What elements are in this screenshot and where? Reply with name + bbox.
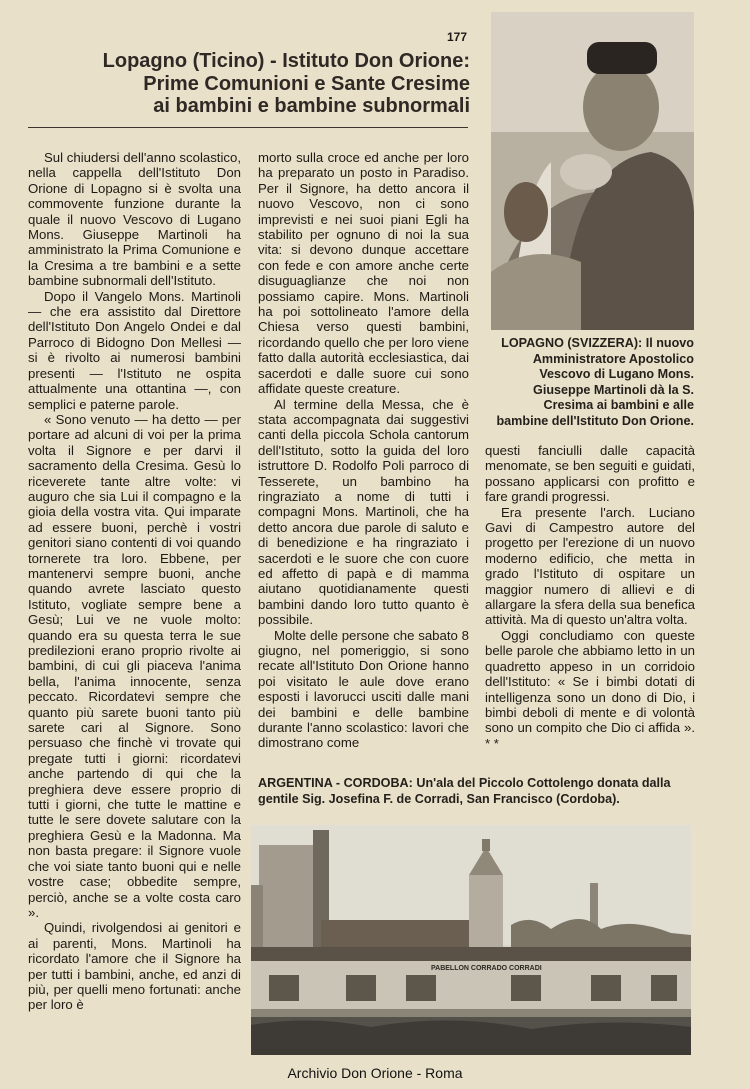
paragraph: Dopo il Vangelo Mons. Martinoli — che era assistito dal Direttore dell'Istituto Don Angelo Ondei e dal Parroco di Bidogno Don Mellesi — si è rivolto ai numerosi bambini presenti — l'Istituto ne ospita attualmente una ottantina —, con semplici e paterne parole. — [28, 288, 241, 412]
article-column-1 — [28, 150, 241, 1013]
paragraph: morto sulla croce ed anche per loro ha preparato un posto in Paradiso. Per il Signore, ha detto ancora il nuovo Vescovo, non ci sono imprevisti e nei suoi piani Egli ha stabilito per ognuno di noi la sua vita: si devono dunque accettare con fede e con amore anche certe disuguaglianze che noi non possiamo capire. Mons. Martinoli ha poi sottolineato l'amore della Chiesa verso questi bambini, ricordando quello che per loro viene fatto dalla autorità ecclesiastica, dai sacerdoti e dalle suore cui sono affidate queste creature. — [258, 150, 469, 397]
paragraph: Quindi, rivolgendosi ai genitori e ai parenti, Mons. Martinoli ha ricordato l'amore che il Signore ha per tutti i bambini, anche, ed anzi di più, per quelli meno fortunati: anche per loro è — [28, 920, 241, 1013]
confirmation-photo — [491, 12, 694, 330]
headline-line-2: Prime Comunioni e Sante Cresime — [143, 72, 470, 95]
paragraph: Oggi concludiamo con queste belle parole che abbiamo letto in un quadretto appeso in un corridoio dell'Istituto: « Se i bimbi dotati di intelligenza sono un dono di Dio, i bimbi deboli di mente e di volontà sono un compito che Dio ci affida ». * * — [485, 627, 695, 751]
photo-caption-lopagno: LOPAGNO (SVIZZERA): Il nuovo Amministratore Apostolico Vescovo di Lugano Mons. Giuseppe Martinoli dà la S. Cresima ai bambini e alle bambine dell'Istituto Don Orione. — [496, 336, 694, 428]
paragraph: Molte delle persone che sabato 8 giugno, nel pomeriggio, si sono recate all'Istituto Don Orione hanno poi visitato le aule dove erano esposti i lavorucci usciti dalle mani dei bambini e delle bambine durante l'anno scolastico: lavori che dimostrano come — [258, 627, 469, 751]
headline-divider — [28, 127, 468, 128]
article-column-2 — [258, 150, 469, 751]
building-sign-text: PABELLON CORRADO CORRADI — [431, 965, 542, 972]
paragraph: Al termine della Messa, che è stata accompagnata dai suggestivi canti della piccola Schola cantorum dell'Istituto, sotto la guida del loro istruttore D. Rodolfo Poli parroco di Tesserete, un bambino ha ringraziato a nome di tutti i compagni Mons. Martinoli, che ha detto ancora due parole di saluto e di benedizione e ha ringraziato i sacerdoti e le suore che con cuore ed affetto di papà e di mamma aiutano quotidianamente questi bambini dando loro tutto quanto è possibile. — [258, 396, 469, 628]
article-column-3 — [485, 443, 695, 751]
paragraph: Sul chiudersi dell'anno scolastico, nella cappella dell'Istituto Don Orione di Lopagno si è svolta una commovente funzione durante la quale il nuovo Vescovo di Lugano Mons. Giuseppe Martinoli ha amministrato la Prima Comunione e la Cresima a tre bambini e a sette bambine subnormali dell'Istituto. — [28, 150, 241, 289]
headline-line-3: ai bambini e bambine subnormali — [153, 95, 470, 117]
page-number: 177 — [447, 30, 468, 44]
confirmation-photo-illustration — [491, 12, 694, 330]
cottolengo-building-photo — [251, 825, 691, 1055]
paragraph: questi fanciulli dalle capacità menomate, se ben seguiti e guidati, possano applicarsi con profitto e fare grandi progressi. — [485, 443, 695, 505]
photo-caption-argentina: ARGENTINA - CORDOBA: Un'ala del Piccolo Cottolengo donata dalla gentile Sig. Josefina F. de Corradi, San Francisco (Cordoba). — [258, 776, 671, 806]
article-headline — [28, 50, 470, 118]
building-illustration — [251, 825, 691, 1055]
archive-watermark: Archivio Don Orione - Roma — [287, 1065, 463, 1081]
headline-line-1: Lopagno (Ticino) - Istituto Don Orione: — [102, 50, 470, 72]
paragraph: « Sono venuto — ha detto — per portare ad alcuni di voi per la prima volta il Signore e per darvi il sacramento della Cresima. Gesù lo riceverete tante altre volte: vi auguro che sia Lui il compagno e la gioia della vostra vita. Qui imparate ad essere buoni, perchè i vostri genitori siano contenti di voi quando tornerete tra loro. Ebbene, per mantenervi sempre buoni, anche quando avrete lasciato questo Istituto, vogliate sempre bene a Gesù; Lui ve ne vuole molto: quando era su questa terra le sue predilezioni erano proprio rivolte ai bambini, di cui gli piaceva l'anima bella, l'anima innocente, senza peccato. Ricordatevi sempre che quanto più sarete buoni tanto più sarete cari al Signore. Sono persuaso che finchè vi trovate qui pregate tutti i giorni: ricordatevi anche partendo di qui che la preghiera deve essere proprio di tutti i giorni, che tutte le mattine e tutte le sere dovete salutare con la preghiera Gesù e la Madonna. Ma non basta pregare: il Signore vuole che voi siate tanto buoni qui e nelle vostre case; obbedite sempre, perciò, anche se a volte costa caro ». — [28, 411, 241, 920]
paragraph: Era presente l'arch. Luciano Gavi di Campestro autore del progetto per l'erezione di un nuovo moderno edificio, che metta in grado l'Istituto di ospitare un maggior numero di allievi e di allargare la sfera della sua benefica attività. Ma di questo un'altra volta. — [485, 504, 695, 628]
